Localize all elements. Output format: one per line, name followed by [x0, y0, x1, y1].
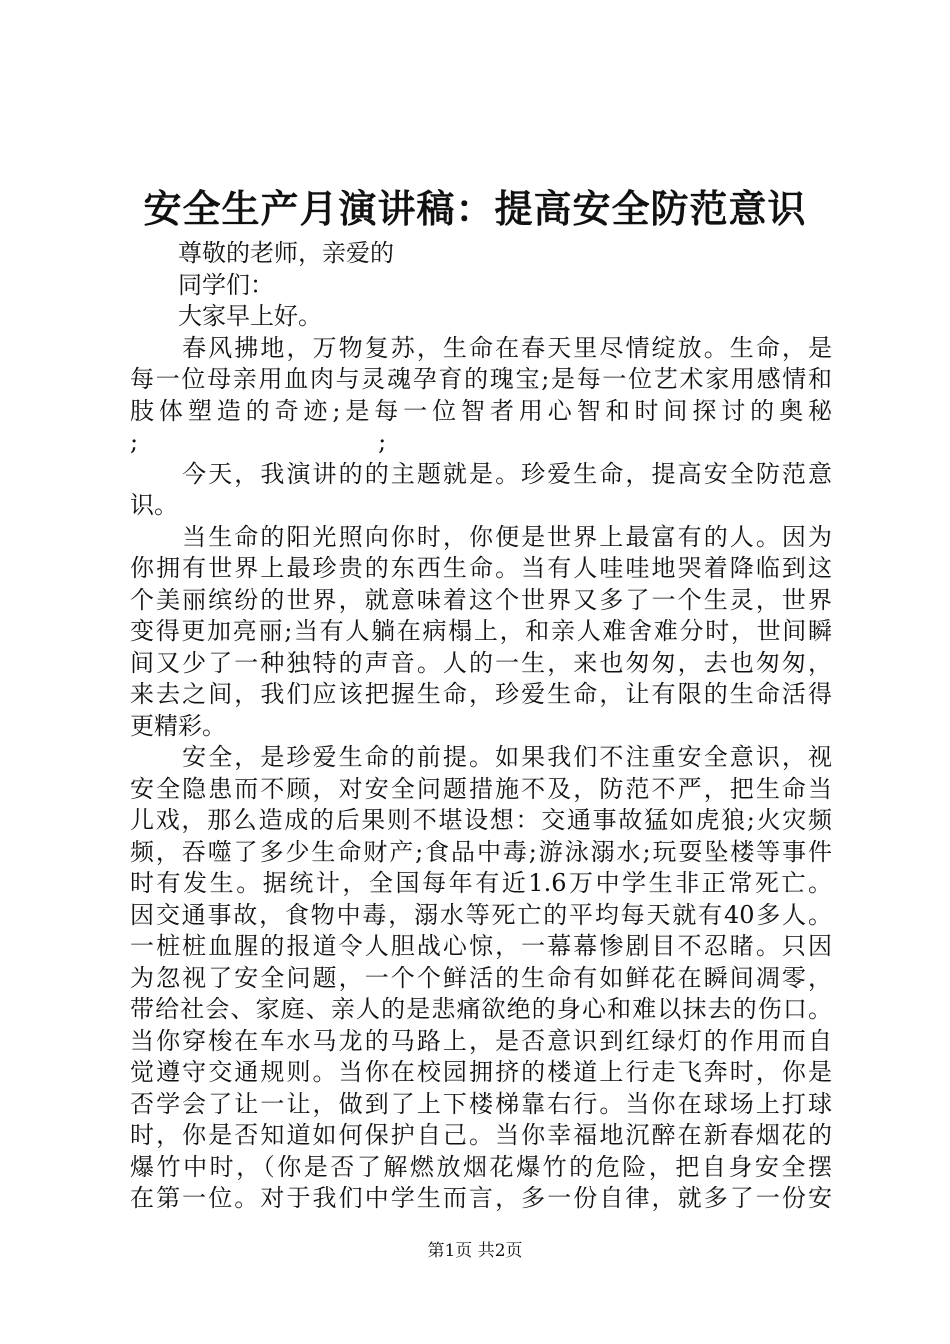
body-line: 来去之间，我们应该把握生命，珍爱生命，让有限的生命活得: [130, 680, 832, 708]
body-line: 为忽视了安全问题，一个个鲜活的生命有如鲜花在瞬间凋零，: [130, 963, 832, 992]
body-line: 识。: [130, 491, 178, 519]
page-footer: 第1页 共2页: [427, 1241, 523, 1261]
body-line: 当生命的阳光照向你时，你便是世界上最富有的人。因为: [130, 522, 832, 551]
body-line: 带给社会、家庭、亲人的是悲痛欲绝的身心和难以抹去的伤口。: [130, 995, 832, 1023]
body-line: 间又少了一种独特的声音。人的一生，来也匆匆，去也匆匆，: [130, 648, 832, 677]
body-line: 个美丽缤纷的世界，就意味着这个世界又多了一个生灵，世界: [130, 585, 832, 614]
body-line: 在第一位。对于我们中学生而言，多一份自律，就多了一份安: [130, 1184, 832, 1212]
body-line: 肢体塑造的奇迹;是每一位智者用心智和时间探讨的奥秘: [130, 396, 832, 425]
body-line: 当你穿梭在车水马龙的马路上，是否意识到红绿灯的作用而自: [130, 1026, 832, 1055]
body-line: 大家早上好。: [130, 302, 322, 330]
body-line: 今天，我演讲的的主题就是。珍爱生命，提高安全防范意: [130, 459, 832, 488]
body-line: 因交通事故，食物中毒，溺水等死亡的平均每天就有40多人。: [130, 900, 832, 929]
body-line: 时有发生。据统计，全国每年有近1.6万中学生非正常死亡。: [130, 869, 832, 897]
body-line: 爆竹中时，（你是否了解燃放烟花爆竹的危险，把自身安全摆: [130, 1152, 832, 1181]
body-line: 频，吞噬了多少生命财产;食品中毒;游泳溺水;玩耍坠楼等事件: [130, 837, 832, 866]
body-line: 你拥有世界上最珍贵的东西生命。当有人哇哇地哭着降临到这: [130, 554, 832, 582]
body-line: 否学会了让一让，做到了上下楼梯靠右行。当你在球场上打球: [130, 1089, 832, 1118]
body-line: 安全隐患而不顾，对安全问题措施不及，防范不严，把生命当: [130, 774, 832, 803]
body-line: 一桩桩血腥的报道令人胆战心惊，一幕幕惨剧目不忍睹。只因: [130, 932, 832, 960]
body-line: 变得更加亮丽;当有人躺在病榻上，和亲人难舍难分时，世间瞬: [130, 617, 832, 645]
body-line: 每一位母亲用血肉与灵魂孕育的瑰宝;是每一位艺术家用感情和: [130, 365, 832, 393]
body-line: 觉遵守交通规则。当你在校园拥挤的楼道上行走飞奔时，你是: [130, 1058, 832, 1086]
body-line: 时，你是否知道如何保护自己。当你幸福地沉醉在新春烟花的: [130, 1121, 832, 1149]
document-body: [130, 238, 832, 1215]
body-line: 同学们：: [130, 270, 274, 299]
body-line: 更精彩。: [130, 711, 226, 740]
body-line: 春风拂地，万物复苏，生命在春天里尽情绽放。生命，是: [130, 333, 832, 362]
body-line: ; ;: [130, 428, 387, 456]
body-line: 安全，是珍爱生命的前提。如果我们不注重安全意识，视: [130, 743, 832, 771]
body-line: 尊敬的老师，亲爱的: [130, 239, 394, 267]
body-line: 儿戏，那么造成的后果则不堪设想：交通事故猛如虎狼;火灾频: [130, 806, 832, 834]
document-title: 安全生产月演讲稿：提高安全防范意识: [143, 186, 807, 231]
